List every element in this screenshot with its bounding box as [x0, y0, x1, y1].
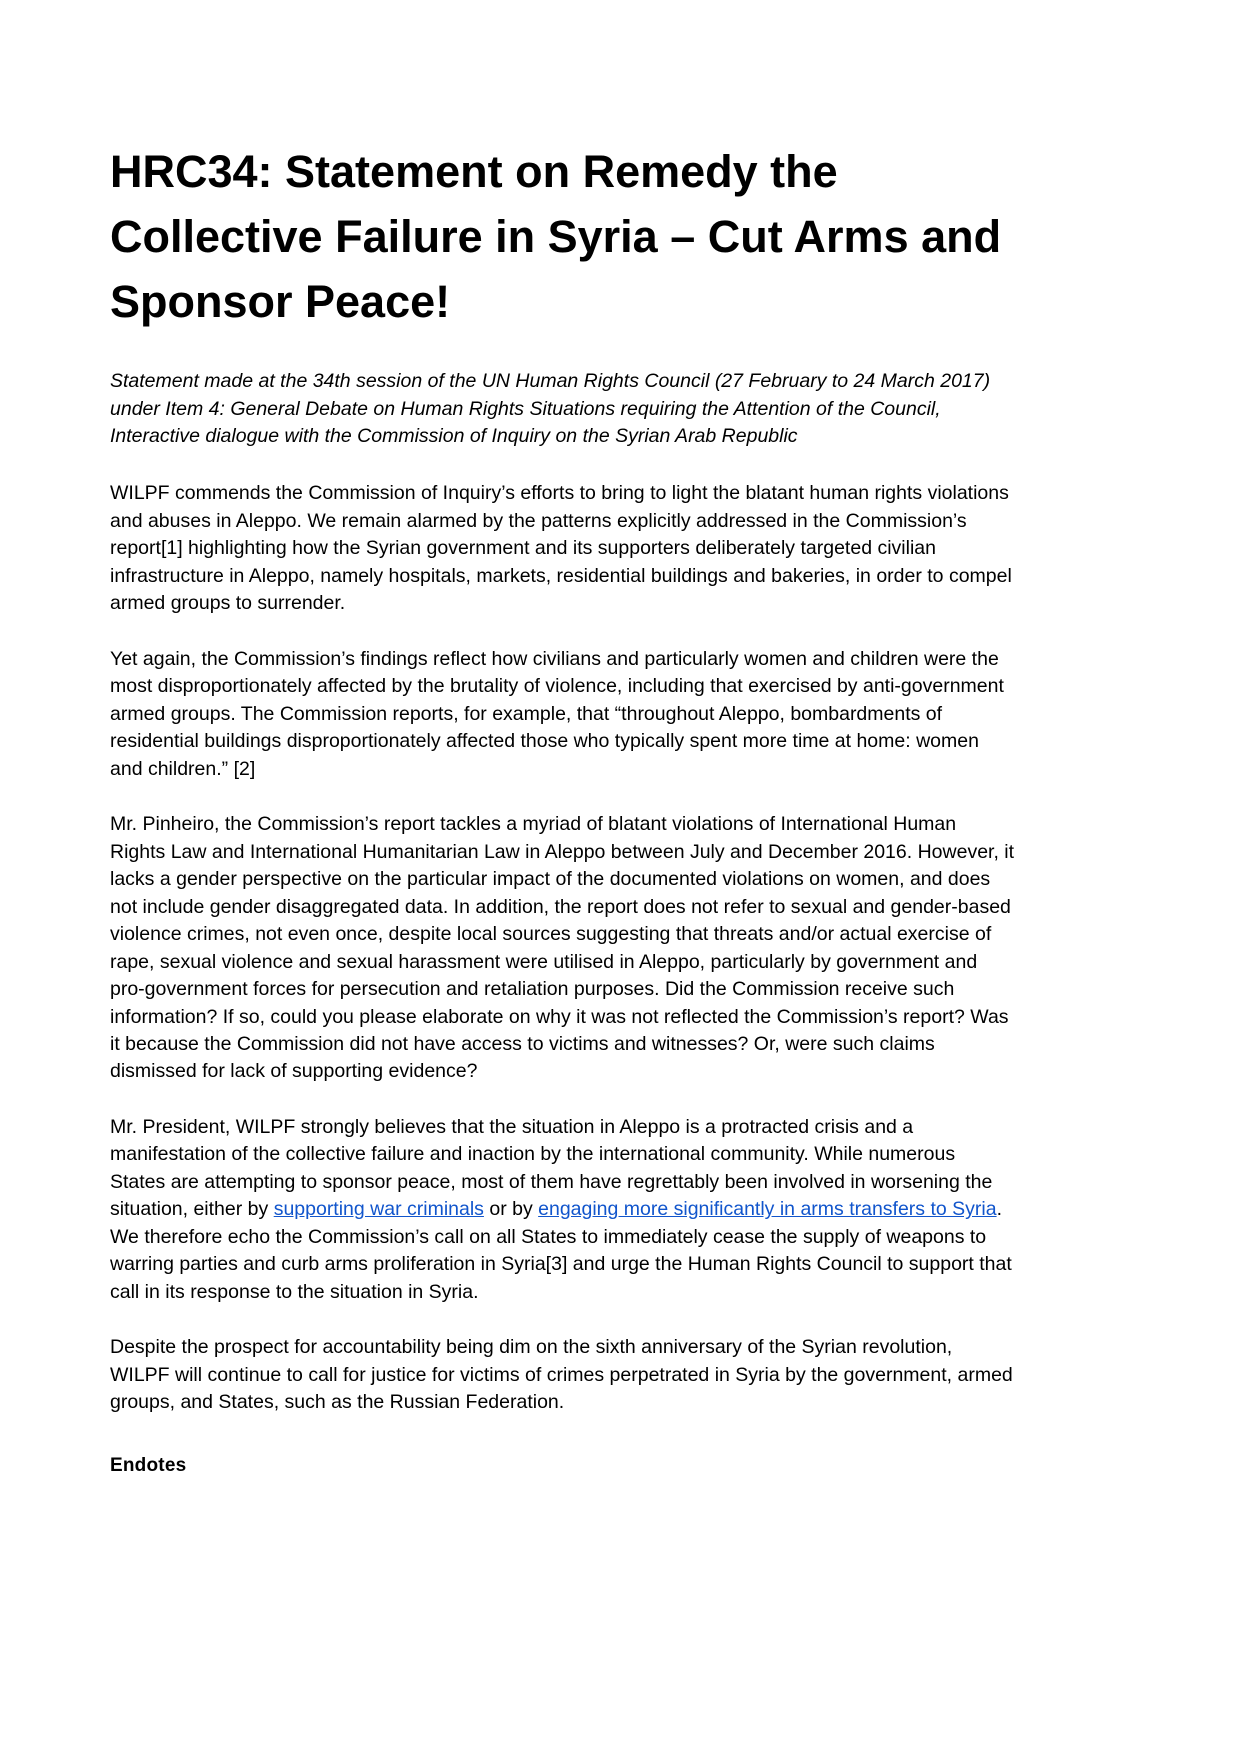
page-title: HRC34: Statement on Remedy the Collective Failure in Syria – Cut Arms and Sponsor Peace! — [110, 146, 1002, 327]
endnotes-heading: Endotes — [110, 1454, 187, 1476]
paragraph-text: WILPF commends the Commission of Inquiry’s efforts to bring to light the blatant human rights violations and abuses in Aleppo. We remain alarmed by the patterns explicitly addressed in the Commission’s report[1] highlighting how the Syrian government and its supporters deliberately targeted civilian infrastructure in Aleppo, namely hospitals, markets, residential buildings and bakeries, in order to compel armed groups to surrender. — [110, 482, 1012, 615]
paragraph — [110, 480, 1015, 617]
paragraph-text: Mr. President, WILPF strongly believes that the situation in Aleppo is a protracted crisis and a manifestation of the collective failure and inaction by the international community. While numerous States are attempting to sponsor peace, most of them have regrettably been involved in worsening the situation, either by — [110, 1115, 993, 1221]
inline-link[interactable]: supporting war criminals — [273, 1198, 484, 1221]
document-body — [110, 480, 1112, 1417]
paragraph-text: . We therefore echo the Commission’s call on all States to immediately cease the supply of weapons to warring parties and curb arms proliferation in Syria[3] and urge the Human Rights Council to support that call in its response to the situation in Syria. — [110, 1198, 1012, 1303]
paragraph-text: Mr. Pinheiro, the Commission’s report tackles a myriad of blatant violations of International Human Rights Law and International Humanitarian Law in Aleppo between July and December 2016. However, it lacks a gender perspective on the particular impact of the documented violations on women, and does not include gender disaggregated data. In addition, the report does not refer to sexual and gender-based violence crimes, not even once, despite local sources suggesting that threats and/or actual exercise of rape, sexual violence and sexual harassment were utilised in Aleppo, particularly by government and pro-government forces for persecution and retaliation purposes. Did the Commission receive such information? If so, could you please elaborate on why it was not reflected the Commission’s report? Was it because the Commission did not have access to victims and witnesses? Or, were such claims dismissed for lack of supporting evidence? — [110, 813, 1015, 1083]
paragraph — [110, 1334, 1015, 1416]
paragraph — [110, 1114, 1015, 1306]
paragraph — [110, 646, 1015, 783]
paragraph-text: Yet again, the Commission’s findings reflect how civilians and particularly women and children were the most disproportionately affected by the brutality of violence, including that exercised by anti-government armed groups. The Commission reports, for example, that “throughout Aleppo, bombardments of residential buildings disproportionately affected those who typically spent more time at home: women and children.” [2] — [110, 647, 1004, 780]
paragraph — [110, 811, 1015, 1086]
paragraph-text: Despite the prospect for accountability being dim on the sixth anniversary of the Syrian revolution, WILPF will continue to call for justice for victims of crimes perpetrated in Syria by the government, armed groups, and States, such as the Russian Federation. — [110, 1336, 1013, 1414]
paragraph-text: or by — [483, 1198, 539, 1221]
inline-link[interactable]: engaging more significantly in arms transfers to Syria — [538, 1198, 997, 1221]
statement-subtitle: Statement made at the 34th session of the UN Human Rights Council (27 February to 24 March 2017) under Item 4: General Debate on Human Rights Situations requiring the Attention of the Council, Interactive dialogue with the Commission of Inquiry on the Syrian Arab Republic — [110, 370, 991, 447]
